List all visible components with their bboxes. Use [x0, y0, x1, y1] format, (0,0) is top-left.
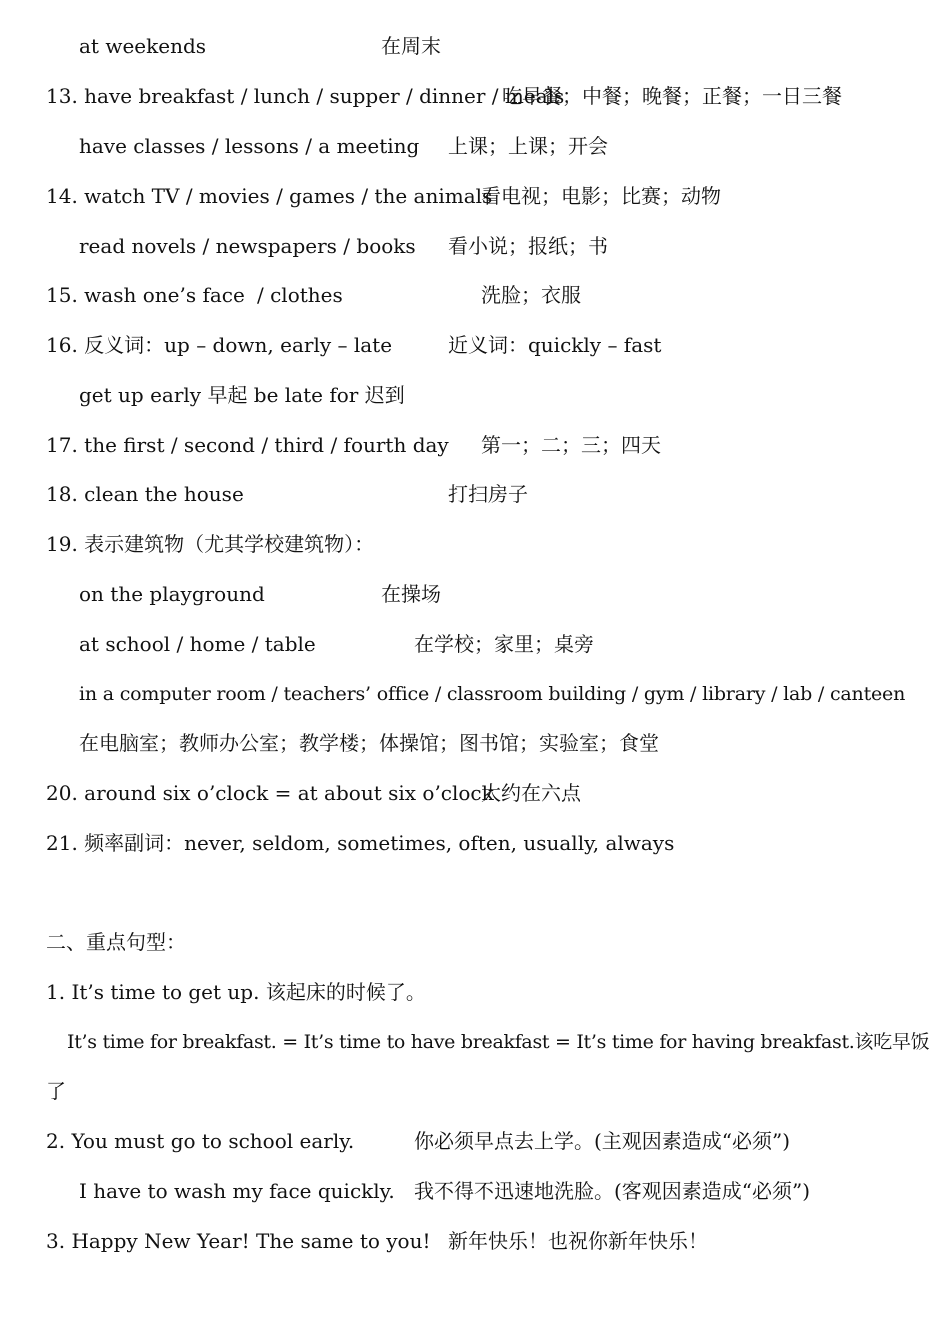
vocab-zh: 在学校；家里；桌旁 — [414, 632, 594, 656]
vocab-en: 17. the first / second / third / fourth day — [46, 433, 449, 457]
vocab-en: 18. clean the house — [46, 482, 244, 506]
vocab-en: 13. have breakfast / lunch / supper / dinner / meals — [46, 84, 565, 108]
sentence-zh: 我不得不迅速地洗脸。(客观因素造成“必须”) — [414, 1179, 811, 1203]
sentence-en: 2. You must go to school early. — [46, 1129, 355, 1153]
sentence-en: 了 — [46, 1079, 66, 1103]
vocab-en: 19. 表示建筑物（尤其学校建筑物）： — [46, 532, 375, 556]
vocab-en: in a computer room / teachers’ office / classroom building / gym / library / lab / canteen — [79, 683, 906, 705]
vocab-en: on the playground — [79, 582, 265, 606]
vocab-en: 14. watch TV / movies / games / the animals — [46, 184, 493, 208]
vocab-zh: 在周末 — [381, 34, 441, 58]
vocab-en: have classes / lessons / a meeting — [79, 134, 420, 158]
vocab-zh: 洗脸；衣服 — [481, 283, 581, 307]
vocab-zh: 看电视；电影；比赛；动物 — [481, 184, 721, 208]
vocab-zh: 第一；二；三；四天 — [481, 433, 661, 457]
vocab-en: 在电脑室；教师办公室；教学楼；体操馆；图书馆；实验室；食堂 — [79, 731, 659, 755]
sentence-en: I have to wash my face quickly. — [79, 1179, 395, 1203]
vocab-zh: 上课；上课；开会 — [448, 134, 608, 158]
vocab-zh: 大约在六点 — [481, 781, 581, 805]
section-heading: 二、重点句型： — [46, 930, 186, 954]
sentence-zh: 新年快乐！也祝你新年快乐！ — [448, 1229, 708, 1253]
sentence-en: 1. It’s time to get up. 该起床的时候了。 — [46, 980, 426, 1004]
sentence-zh: 你必须早点去上学。(主观因素造成“必须”) — [414, 1129, 791, 1153]
vocab-en: 15. wash one’s face — [46, 283, 245, 307]
vocab-zh: 在操场 — [381, 582, 441, 606]
vocab-zh: 看小说；报纸；书 — [448, 234, 608, 258]
vocab-en: 21. 频率副词：never, seldom, sometimes, often, usually, always — [46, 831, 675, 855]
vocab-en: get up early 早起 be late for 迟到 — [79, 383, 405, 407]
sentence-en: It’s time for breakfast. = It’s time to have breakfast = It’s time for having breakfast.该吃早饭 — [67, 1031, 930, 1053]
vocab-zh: 近义词：quickly – fast — [448, 333, 662, 357]
vocab-en-extra: / clothes — [257, 283, 343, 307]
vocab-en: 20. around six o’clock = at about six o’clock — [46, 781, 494, 805]
vocab-en: read novels / newspapers / books — [79, 234, 416, 258]
vocab-en: 16. 反义词：up – down, early – late — [46, 333, 393, 357]
vocab-en: at school / home / table — [79, 632, 316, 656]
vocab-en: at weekends — [79, 34, 207, 58]
sentence-en: 3. Happy New Year! The same to you! — [46, 1229, 431, 1253]
vocab-zh: 吃早餐；中餐；晚餐；正餐；一日三餐 — [502, 84, 842, 108]
vocab-zh: 打扫房子 — [448, 482, 528, 506]
